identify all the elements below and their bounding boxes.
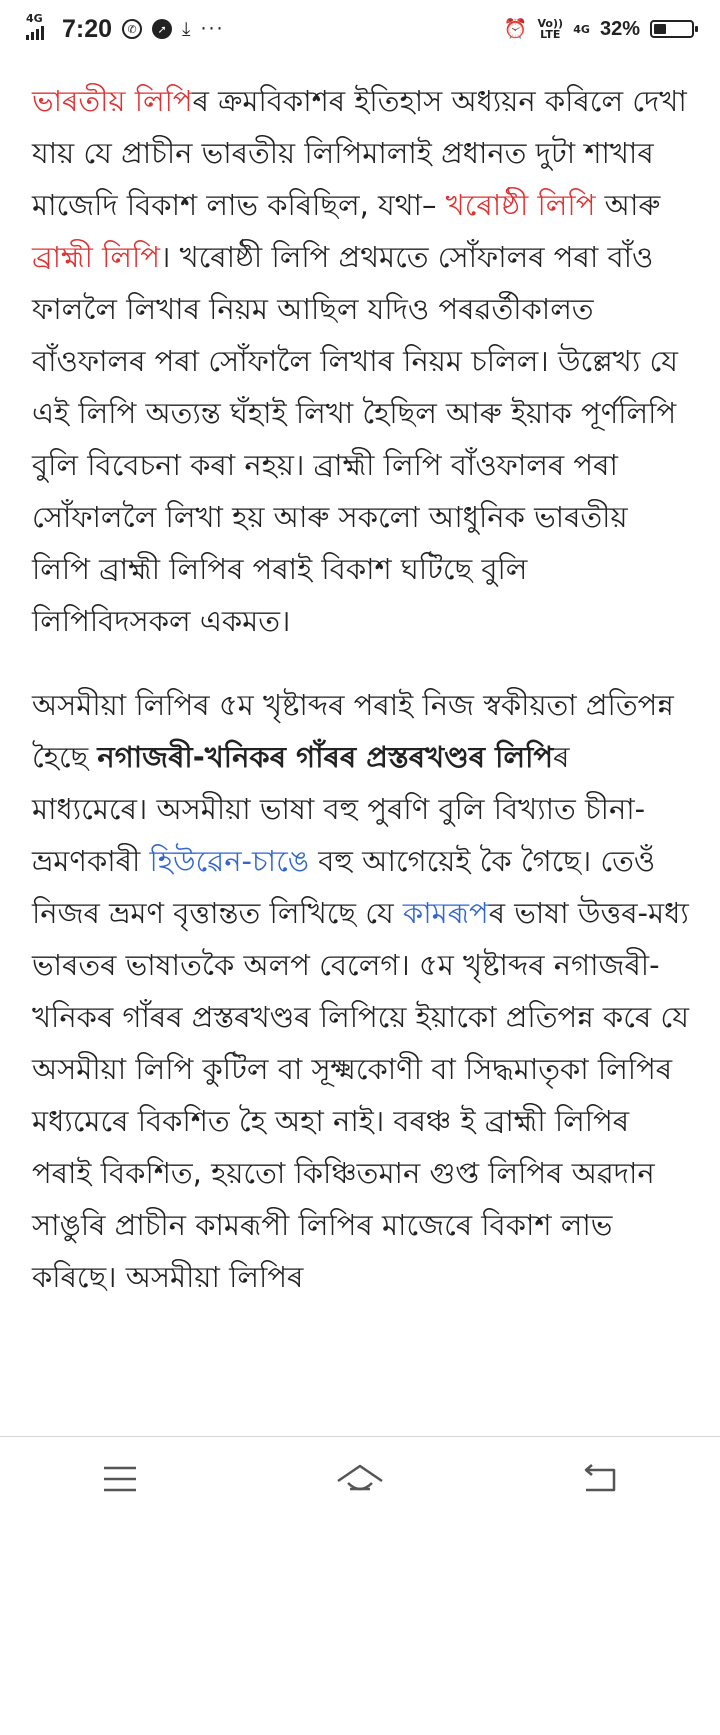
status-bar-left — [26, 12, 225, 44]
battery-icon — [650, 20, 694, 38]
text-span: বহু আগেয়েই কৈ গৈছে। তেওঁ নিজৰ ভ্ৰমণ বৃত্তান্তত লিখিছে যে — [32, 844, 656, 930]
link-hiuen-tsang[interactable]: হিউৱেন-চাঙে — [149, 844, 309, 878]
link-bharatiya-lipi[interactable]: ভাৰতীয় লিপি — [32, 84, 193, 118]
text-span: ৰ ভাষা উত্তৰ-মধ্য ভাৰতৰ ভাষাতকৈ অলপ বেলেগ। ৫ম খৃষ্টাব্দৰ নগাজৰী-খনিকৰ গাঁৰৰ প্ৰস্তৰখণ্ডৰ লিপিয়ে ইয়াকো প্ৰতিপন্ন কৰে যে অসমীয়া লিপি কুটিল বা সূক্ষ্মকোণী বা সিদ্ধমাতৃকা লিপিৰ মধ্যমেৰে বিকশিত হৈ অহা নাই। বৰঞ্চ ই ব্ৰাহ্মী লিপিৰ পৰাই বিকশিত, হয়তো কিঞ্চিতমান গুপ্ত লিপিৰ অৱদান সাঙুৰি প্ৰাচীন কামৰূপী লিপিৰ মাজেৰে বিকাশ লাভ কৰিছে। অসমীয়া লিপিৰ — [32, 896, 689, 1294]
status-bar-right — [504, 18, 694, 41]
home-button[interactable] — [320, 1449, 400, 1509]
network-type-label: 4G — [26, 12, 43, 25]
back-icon — [582, 1464, 618, 1494]
paragraph-1 — [32, 75, 692, 647]
home-icon — [336, 1463, 384, 1495]
notification-icon: ➚ — [152, 19, 172, 39]
link-kamarupa[interactable]: কামৰূপ — [402, 896, 489, 930]
text-span: । খৰোষ্ঠী লিপি প্ৰথমতে সোঁফালৰ পৰা বাঁও ফাললৈ লিখাৰ নিয়ম আছিল যদিও পৰৱৰ্তীকালত বাঁওফালৰ পৰা সোঁফালৈ লিখাৰ নিয়ম চলিল। উল্লেখ্য যে এই লিপি অত্যন্ত ঘঁহাই লিখা হৈছিল আৰু ইয়াক পূৰ্ণলিপি বুলি বিবেচনা কৰা নহয়। ব্ৰাহ্মী লিপি বাঁওফালৰ পৰা সোঁফাললৈ লিখা হয় আৰু সকলো আধুনিক ভাৰতীয় লিপি ব্ৰাহ্মী লিপিৰ পৰাই বিকাশ ঘটিছে বুলি লিপিবিদসকল একমত। — [32, 240, 678, 638]
data-network-label: 4G — [573, 22, 590, 36]
navigation-bar — [0, 1436, 720, 1521]
signal-icon — [26, 12, 52, 42]
text-span: অসমীয়া লিপিৰ ৫ম খৃষ্টাব্দৰ পৰাই নিজ স্বকীয়তা প্ৰতিপন্ন হৈছে — [32, 688, 674, 774]
more-dots-icon: ··· — [200, 17, 225, 40]
alarm-icon: ⏰ — [503, 17, 528, 40]
bold-term: নগাজৰী-খনিকৰ গাঁৰৰ প্ৰস্তৰখণ্ডৰ লিপি — [97, 740, 554, 774]
text-span: ৰ ক্ৰমবিকাশৰ ইতিহাস অধ্যয়ন কৰিলে দেখা যায় যে প্ৰাচীন ভাৰতীয় লিপিমালাই প্ৰধানত দুটা শাখাৰ মাজেদি বিকাশ লাভ কৰিছিল, যথা– — [32, 84, 687, 222]
status-bar — [0, 0, 720, 58]
text-span: আৰু — [595, 188, 661, 222]
whatsapp-icon: ✆ — [122, 19, 142, 39]
battery-percent: 32% — [599, 17, 640, 40]
volte-label: Vo)) LTE — [537, 17, 564, 41]
back-button[interactable] — [560, 1449, 640, 1509]
link-kharoshthi-lipi[interactable]: খৰোষ্ঠী লিপি — [445, 188, 596, 222]
link-brahmi-lipi[interactable]: ব্ৰাহ্মী লিপি — [32, 240, 161, 274]
paragraph-2 — [32, 679, 692, 1303]
menu-button[interactable] — [80, 1449, 160, 1509]
menu-icon — [103, 1466, 137, 1492]
battery-fill — [654, 24, 666, 34]
download-icon: ⤓ — [182, 17, 191, 40]
clock: 7:20 — [62, 14, 113, 43]
text-span: ৰ মাধ্যমেৰে। অসমীয়া ভাষা বহু পুৰণি বুলি বিখ্যাত চীনা-ভ্ৰমণকাৰী — [32, 740, 646, 878]
